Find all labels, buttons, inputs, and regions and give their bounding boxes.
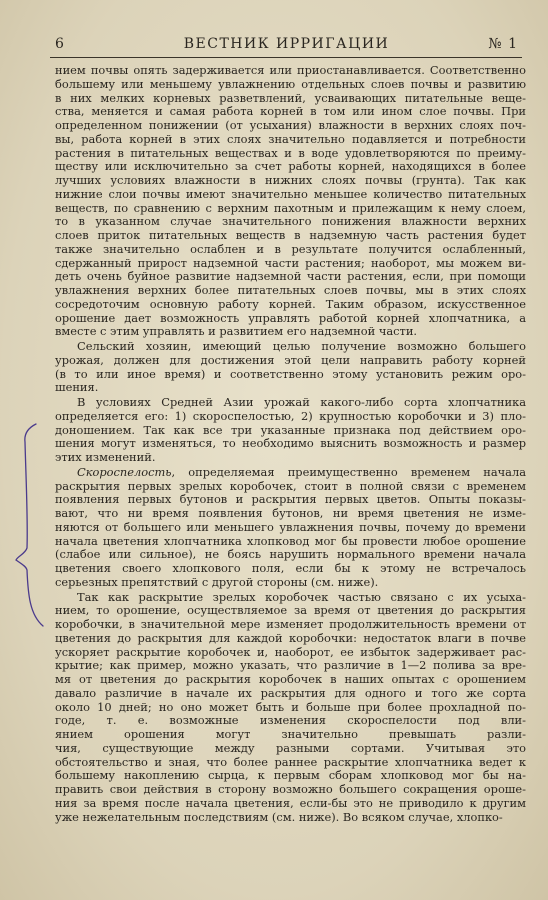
text-line: большему накоплению сырца, к первым сборам хлопковод мог бы на-	[55, 769, 526, 783]
text-line: нижние слои почвы имеют значительно меньшее количество питательных	[55, 187, 526, 201]
text-line: ускоряет раскрытие коробочек и, наоборот, ее избыток задерживает рас-	[55, 645, 526, 659]
text-line: годе, т. е. возможные изменения скороспелости под вли-	[55, 714, 526, 728]
text-line: (слабое или сильное), не боясь нарушить нормального времени начала	[55, 548, 526, 562]
text-line: сдержанный прирост надземной части растения; наоборот, мы можем ви-	[55, 256, 526, 270]
text-line: раскрытия первых зрелых коробочек, стоит в полной связи с временем	[55, 479, 526, 493]
text-line: ществу или исключительно за счет работы корней, находящихся в более	[55, 160, 526, 174]
text-line: Сельский хозяин, имеющий целью получение возможно большего	[77, 340, 526, 353]
paragraph	[55, 340, 526, 395]
text-line: появления первых бутонов и раскрытия первых цветов. Опыты показы-	[55, 493, 526, 507]
text-line: деть очень буйное развитие надземной части растения, если, при помощи	[55, 270, 526, 284]
issue-number: № 1	[488, 36, 518, 52]
text-line: шения.	[55, 381, 99, 395]
handwritten-margin-mark	[10, 420, 50, 630]
text-line: вают, что ни время появления бутонов, ни время цветения не изме-	[55, 507, 526, 520]
text-line: крытие; как пример, можно указать, что различие в 1—2 полива за вре-	[55, 659, 526, 673]
paragraph	[55, 396, 526, 465]
text-line: большему или меньшему увлажнению отдельных слоев почвы и развитию	[55, 77, 526, 91]
text-line: вы, работа корней в этих слоях значительно подавляется и потребности	[55, 132, 526, 146]
text-line: цветения своего хлопкового поля, если бы к этому не встречалось	[55, 562, 526, 575]
text-line: вместе с этим управлять и развитием его надземной части.	[55, 325, 418, 339]
italic-term: Скороспелость	[77, 465, 172, 479]
text-line: Так как раскрытие зрелых коробочек частью связано с их усыха-	[77, 590, 526, 604]
text-line: этих изменений.	[55, 451, 156, 464]
text-line: уже нежелательным последствиям (см. ниже). Во всяком случае, хлопко-	[55, 810, 503, 824]
text-line: нием, то орошение, осуществляемое за время от цветения до раскрытия	[55, 604, 526, 618]
article-body	[55, 64, 526, 824]
header-rule	[50, 57, 522, 58]
text-line: серьезных препятствий с другой стороны (см. ниже).	[55, 575, 379, 589]
text-line: слоев приток питательных веществ в надземную часть растения будет	[55, 229, 526, 242]
text-line: доношением. Так как все три указанные признака под действием оро-	[55, 423, 526, 437]
text-line: также значительно ослаблен и в результате получится ослабленный,	[55, 242, 526, 256]
text-line: орошение дает возможность управлять работой корней хлопчатника, а	[55, 311, 526, 325]
text-line: около 10 дней; но оно может быть и больше при более прохладной по-	[55, 700, 526, 714]
text-line: сосредоточим основную работу корней. Таким образом, искусственное	[55, 297, 526, 311]
text-line: веществ, по сравнению с верхним пахотным и прилежащим к нему слоем,	[55, 201, 526, 215]
text-run: , определяемая преимущественно временем начала	[171, 465, 526, 479]
text-line: увлажнения верхних более питательных слоев почвы, мы в этих слоях	[55, 284, 526, 297]
text-line: В условиях Средней Азии урожай какого-либо сорта хлопчатника	[77, 396, 526, 409]
text-line: нием почвы опять задерживается или приостанавливается. Соответственно	[55, 64, 526, 77]
text-line: мя от цветения до раскрытия коробочек в наших опытах с орошением	[55, 673, 526, 686]
text-line: давало различие в начале их раскрытия для одного и того же сорта	[55, 686, 526, 700]
text-line: определенном понижении (от усыхания) влажности в верхних слоях поч-	[55, 119, 526, 132]
text-line: цветения до раскрытия для каждой коробочки: недостаток влаги в почве	[55, 631, 526, 645]
text-line: (в то или иное время) и соответственно этому установить режим оро-	[55, 367, 526, 381]
text-line: коробочки, в значительной мере изменяет продолжительность времени от	[55, 618, 526, 631]
text-line: урожая, должен для достижения этой цели направить работу корней	[55, 353, 526, 367]
text-line: править свои действия в сторону возможно большего сокращения ороше-	[55, 783, 526, 796]
text-line: няются от большего или меньшего увлажнения почвы, почему до времени	[55, 520, 526, 534]
text-line: то в указанном случае значительного понижения влажности верхних	[55, 215, 526, 229]
text-line: растения в питательных веществах и в воде удовлетворяются по преиму-	[55, 146, 526, 160]
paragraph	[55, 466, 526, 590]
page-number: 6	[55, 36, 65, 52]
text-line: чия, существующие между разными сортами. Учитывая это	[55, 741, 526, 755]
text-line	[55, 466, 526, 480]
text-line: ства, меняется и самая работа корней в том или ином слое почвы. При	[55, 105, 526, 119]
text-line: начала цветения хлопчатника хлопковод мог бы провести любое орошение	[55, 534, 526, 548]
text-line: янием орошения могут значительно превышать разли-	[55, 728, 526, 741]
text-line: шения могут изменяться, то необходимо выяснить возможность и размер	[55, 437, 526, 451]
paragraph	[55, 591, 526, 825]
text-line: определяется его: 1) скороспелостью, 2) крупностью коробочки и 3) пло-	[55, 409, 526, 423]
page-header	[55, 34, 518, 56]
text-line: в них мелких корневых разветвлений, усваивающих питательные веще-	[55, 91, 526, 105]
text-line: обстоятельство и зная, что более раннее раскрытие хлопчатника ведет к	[55, 755, 526, 769]
text-line: лучших условиях влажности в нижних слоях почвы (грунта). Так как	[55, 174, 526, 187]
journal-title: ВЕСТНИК ИРРИГАЦИИ	[183, 36, 390, 52]
text-line: ния за время после начала цветения, если-бы это не приводило к другим	[55, 796, 526, 810]
paragraph	[55, 64, 526, 339]
